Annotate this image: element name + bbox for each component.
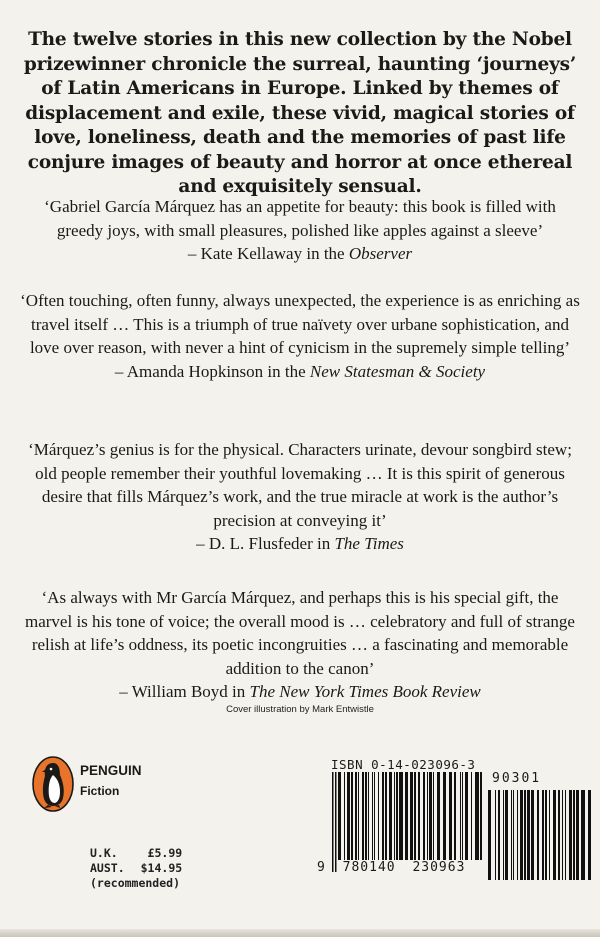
publisher-imprint: Fiction — [80, 784, 120, 798]
review-quote — [20, 195, 580, 266]
quote-attribution: – D. L. Flusfeder in The Times — [196, 534, 404, 553]
price-row — [90, 861, 182, 876]
price-amount: $14.95 — [140, 861, 183, 875]
quote-text: ‘Gabriel García Márquez has an appetite for beauty: this book is filled with greedy joys, with small pleasures, polished like apples against a sleeve’ — [44, 197, 556, 240]
quote-text: ‘Márquez’s genius is for the physical. Characters urinate, devour songbird stew; old people remember their youthful lovemaking … It is this spirit of generous desire that fills Márquez’s work, and the true miracle at work is the author’s precision at conveying it’ — [28, 440, 572, 530]
addon-digits: 90301 — [492, 771, 542, 786]
ean-digits — [316, 860, 466, 875]
price-amount: £5.99 — [147, 846, 183, 860]
penguin-logo-icon — [31, 755, 75, 813]
price-block — [90, 846, 182, 891]
review-quote — [20, 289, 580, 383]
price-region: U.K. — [90, 846, 118, 860]
quote-attribution: – William Boyd in The New York Times Book Review — [119, 682, 481, 701]
ean-left-digits: 780140 — [342, 860, 396, 875]
quote-text: ‘Often touching, often funny, always unexpected, the experience is as enriching as travel itself … This is a triumph of true naïvety over urbane sophistication, and love over reason, with never a hint of cynicism in the supremely simple telling’ — [20, 291, 580, 357]
cover-credit: Cover illustration by Mark Entwistle — [226, 704, 374, 715]
quote-source: The New York Times Book Review — [249, 682, 481, 701]
quote-attribution: – Kate Kellaway in the Observer — [187, 244, 413, 263]
quote-source: Observer — [348, 244, 413, 263]
publisher-name: PENGUIN — [80, 763, 142, 778]
quote-source: The Times — [334, 534, 404, 553]
publisher-block — [80, 760, 142, 802]
blurb: The twelve stories in this new collection by the Nobel prizewinner chronicle the surreal, haunting ‘journeys’ of Latin Americans in Europe. Linked by themes of displacement and exile, these vivid, magical stories of love, loneliness, death and the memories of past life conjure images of beauty and horror at once ethereal and exquisitely sensual. — [23, 29, 577, 197]
ean-right-digits: 230963 — [412, 860, 466, 875]
review-quote — [20, 438, 580, 556]
isbn-label: ISBN 0-14-023096-3 — [331, 757, 476, 772]
price-row — [90, 846, 182, 861]
page-edge — [0, 929, 600, 937]
quote-text: ‘As always with Mr García Márquez, and perhaps this is his special gift, the marvel is his tone of voice; the overall mood is … celebratory and full of strange relish at life’s oddness, its poetic incongruities … a fascinating and memorable addition to the canon’ — [25, 588, 575, 678]
review-quote — [20, 586, 580, 704]
quote-attribution: – Amanda Hopkinson in the New Statesman & Society — [114, 361, 486, 381]
price-region: AUST. — [90, 861, 125, 875]
quote-source: New Statesman & Society — [309, 361, 486, 381]
price-note: (recommended) — [90, 876, 181, 890]
ean-first-digit: 9 — [317, 860, 326, 875]
